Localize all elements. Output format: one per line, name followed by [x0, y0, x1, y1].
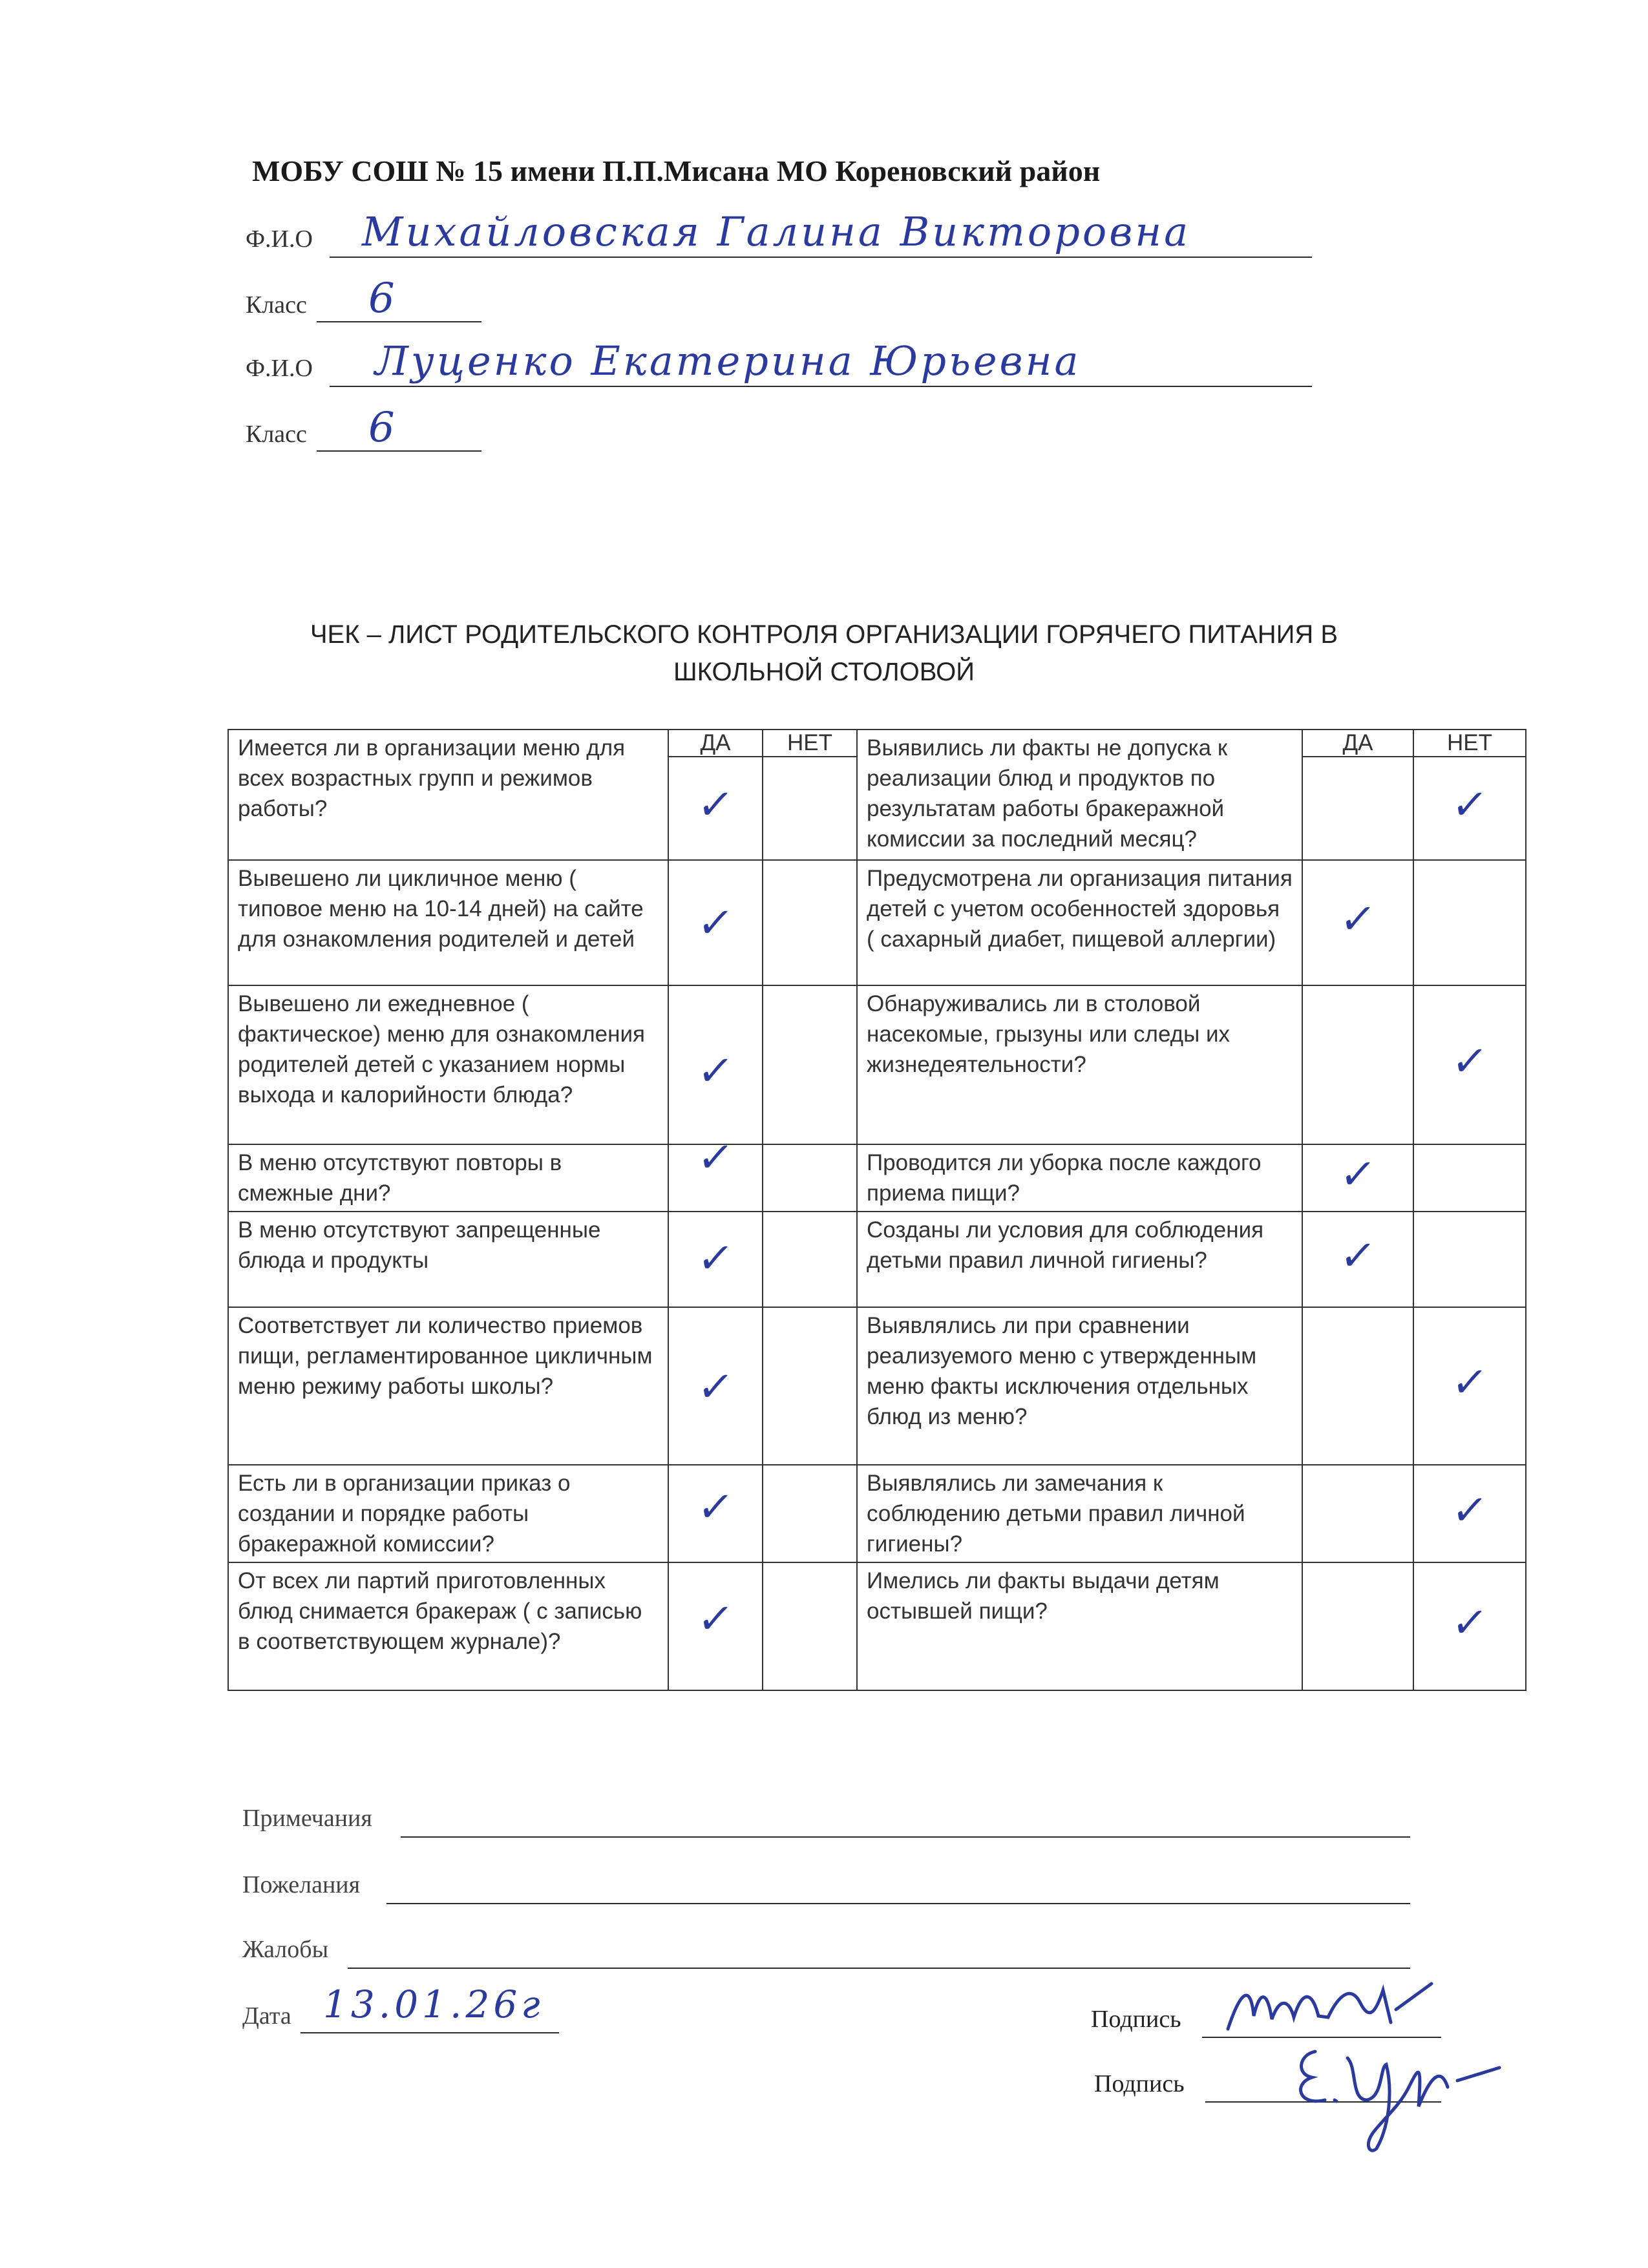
date-value[interactable]: 13.01.26г: [323, 1982, 544, 2026]
notes-line[interactable]: [401, 1809, 1410, 1838]
question-left: Вывешено ли цикличное меню ( типовое меню на 10-14 дней) на сайте для ознакомления родителей и детей: [228, 860, 668, 985]
wishes-line[interactable]: [386, 1876, 1410, 1904]
table-row: [228, 1465, 1526, 1562]
question-right: Выявлялись ли замечания к соблюдению детьми правил личной гигиены?: [857, 1465, 1302, 1562]
checklist-title-line-2: ШКОЛЬНОЙ СТОЛОВОЙ: [673, 658, 975, 686]
signature-2: [1286, 2029, 1506, 2158]
table-header-row: [228, 730, 1526, 757]
checkmark-icon: ✓: [1449, 781, 1491, 829]
question-right: Имелись ли факты выдачи детям остывшей пищи?: [857, 1562, 1302, 1690]
right-yes-cell[interactable]: [1302, 1307, 1413, 1465]
left-yes-cell[interactable]: [668, 1562, 763, 1690]
class-label-1: Класс: [246, 291, 307, 319]
checkmark-icon: ✓: [695, 1134, 737, 1182]
signature-label-1: Подпись: [1091, 2006, 1181, 2033]
yes-header-left: ДА: [668, 730, 763, 757]
no-header-left: НЕТ: [763, 730, 857, 757]
right-no-cell[interactable]: [1413, 1562, 1526, 1690]
fio-label-1: Ф.И.О: [246, 226, 313, 253]
question-right: Созданы ли условия для соблюдения детьми правил личной гигиены?: [857, 1212, 1302, 1307]
right-yes-cell[interactable]: [1302, 985, 1413, 1144]
left-no-cell[interactable]: [763, 1562, 857, 1690]
complaints-line[interactable]: [348, 1940, 1410, 1969]
left-no-cell[interactable]: [763, 1465, 857, 1562]
wishes-label: Пожелания: [242, 1871, 361, 1898]
left-no-cell[interactable]: [763, 1212, 857, 1307]
right-yes-cell[interactable]: [1302, 757, 1413, 860]
class-label-2: Класс: [246, 421, 307, 448]
right-no-cell[interactable]: [1413, 757, 1526, 860]
class-line-2: [317, 423, 481, 452]
checkmark-icon: ✓: [1449, 1359, 1491, 1407]
checkmark-icon: ✓: [1337, 1232, 1379, 1280]
checkmark-icon: ✓: [695, 1047, 737, 1095]
table-row: [228, 1307, 1526, 1465]
class-value-1[interactable]: 6: [368, 275, 395, 322]
right-no-cell[interactable]: [1413, 860, 1526, 985]
left-yes-cell[interactable]: [668, 757, 763, 860]
right-yes-cell[interactable]: [1302, 1562, 1413, 1690]
checkmark-icon: ✓: [1337, 1151, 1379, 1199]
table-row: [228, 1562, 1526, 1690]
question-left: Есть ли в организации приказ о создании и порядке работы бракеражной комиссии?: [228, 1465, 668, 1562]
table-row: [228, 1212, 1526, 1307]
notes-label: Примечания: [242, 1805, 372, 1832]
left-yes-cell[interactable]: [668, 860, 763, 985]
table-row: [228, 1144, 1526, 1212]
question-right: Выявились ли факты не допуска к реализации блюд и продуктов по результатам работы бракеражной комиссии за последний месяц?: [857, 730, 1302, 860]
question-right: Предусмотрена ли организация питания детей с учетом особенностей здоровья ( сахарный диабет, пищевой аллергии): [857, 860, 1302, 985]
right-yes-cell[interactable]: [1302, 860, 1413, 985]
left-yes-cell[interactable]: [668, 1134, 763, 1212]
right-no-cell[interactable]: [1413, 985, 1526, 1144]
checkmark-icon: ✓: [695, 1484, 737, 1532]
checklist-title-line-1: ЧЕК – ЛИСТ РОДИТЕЛЬСКОГО КОНТРОЛЯ ОРГАНИЗАЦИИ ГОРЯЧЕГО ПИТАНИЯ В: [310, 620, 1338, 649]
class-line-1: [317, 294, 481, 322]
class-value-2[interactable]: 6: [368, 404, 395, 452]
fio-value-2[interactable]: Луценко Екатерина Юрьевна: [375, 337, 1081, 384]
fio-value-1[interactable]: Михайловская Галина Викторовна: [362, 208, 1191, 255]
checkmark-icon: ✓: [695, 899, 737, 947]
fio-label-2: Ф.И.О: [246, 355, 313, 382]
right-no-cell[interactable]: [1413, 1144, 1526, 1212]
checkmark-icon: ✓: [1449, 1599, 1491, 1647]
left-no-cell[interactable]: [763, 757, 857, 860]
left-yes-cell[interactable]: [668, 1307, 763, 1465]
question-left: В меню отсутствуют запрещенные блюда и продукты: [228, 1212, 668, 1307]
checkmark-icon: ✓: [1449, 1486, 1491, 1535]
right-no-cell[interactable]: [1413, 1307, 1526, 1465]
checkmark-icon: ✓: [1337, 896, 1379, 943]
right-yes-cell[interactable]: [1302, 1144, 1413, 1212]
question-left: Имеется ли в организации меню для всех возрастных групп и режимов работы?: [228, 730, 668, 860]
question-left: Вывешено ли ежедневное ( фактическое) меню для ознакомления родителей детей с указанием нормы выхода и калорийности блюда?: [228, 985, 668, 1144]
yes-header-right: ДА: [1302, 730, 1413, 757]
table-row: [228, 985, 1526, 1144]
date-label: Дата: [242, 2002, 291, 2030]
complaints-label: Жалобы: [242, 1936, 329, 1963]
left-yes-cell[interactable]: [668, 1212, 763, 1307]
left-no-cell[interactable]: [763, 860, 857, 985]
checkmark-icon: ✓: [695, 1363, 737, 1412]
question-right: Выявлялись ли при сравнении реализуемого меню с утвержденным меню факты исключения отдельных блюд из меню?: [857, 1307, 1302, 1465]
question-right: Проводится ли уборка после каждого приема пищи?: [857, 1144, 1302, 1212]
checkmark-icon: ✓: [1449, 1038, 1491, 1086]
no-header-right: НЕТ: [1413, 730, 1526, 757]
question-left: Соответствует ли количество приемов пищи, регламентированное цикличным меню режиму работы школы?: [228, 1307, 668, 1465]
checkmark-icon: ✓: [695, 1595, 737, 1644]
right-yes-cell[interactable]: [1302, 1465, 1413, 1562]
left-yes-cell[interactable]: [668, 985, 763, 1144]
checkmark-icon: ✓: [695, 781, 737, 829]
left-no-cell[interactable]: [763, 1144, 857, 1212]
question-right: Обнаруживались ли в столовой насекомые, грызуны или следы их жизнедеятельности?: [857, 985, 1302, 1144]
question-left: В меню отсутствуют повторы в смежные дни?: [228, 1144, 668, 1212]
right-yes-cell[interactable]: [1302, 1212, 1413, 1307]
left-yes-cell[interactable]: [668, 1465, 763, 1562]
table-row: [228, 860, 1526, 985]
school-name: МОБУ СОШ № 15 имени П.П.Мисана МО Кореновский район: [252, 154, 1101, 187]
checklist-table: [227, 729, 1527, 1691]
right-no-cell[interactable]: [1413, 1465, 1526, 1562]
right-no-cell[interactable]: [1413, 1212, 1526, 1307]
left-no-cell[interactable]: [763, 985, 857, 1144]
question-left: От всех ли партий приготовленных блюд снимается бракераж ( с записью в соответствующем журнале)?: [228, 1562, 668, 1690]
signature-label-2: Подпись: [1094, 2070, 1185, 2097]
left-no-cell[interactable]: [763, 1307, 857, 1465]
checkmark-icon: ✓: [695, 1235, 737, 1283]
